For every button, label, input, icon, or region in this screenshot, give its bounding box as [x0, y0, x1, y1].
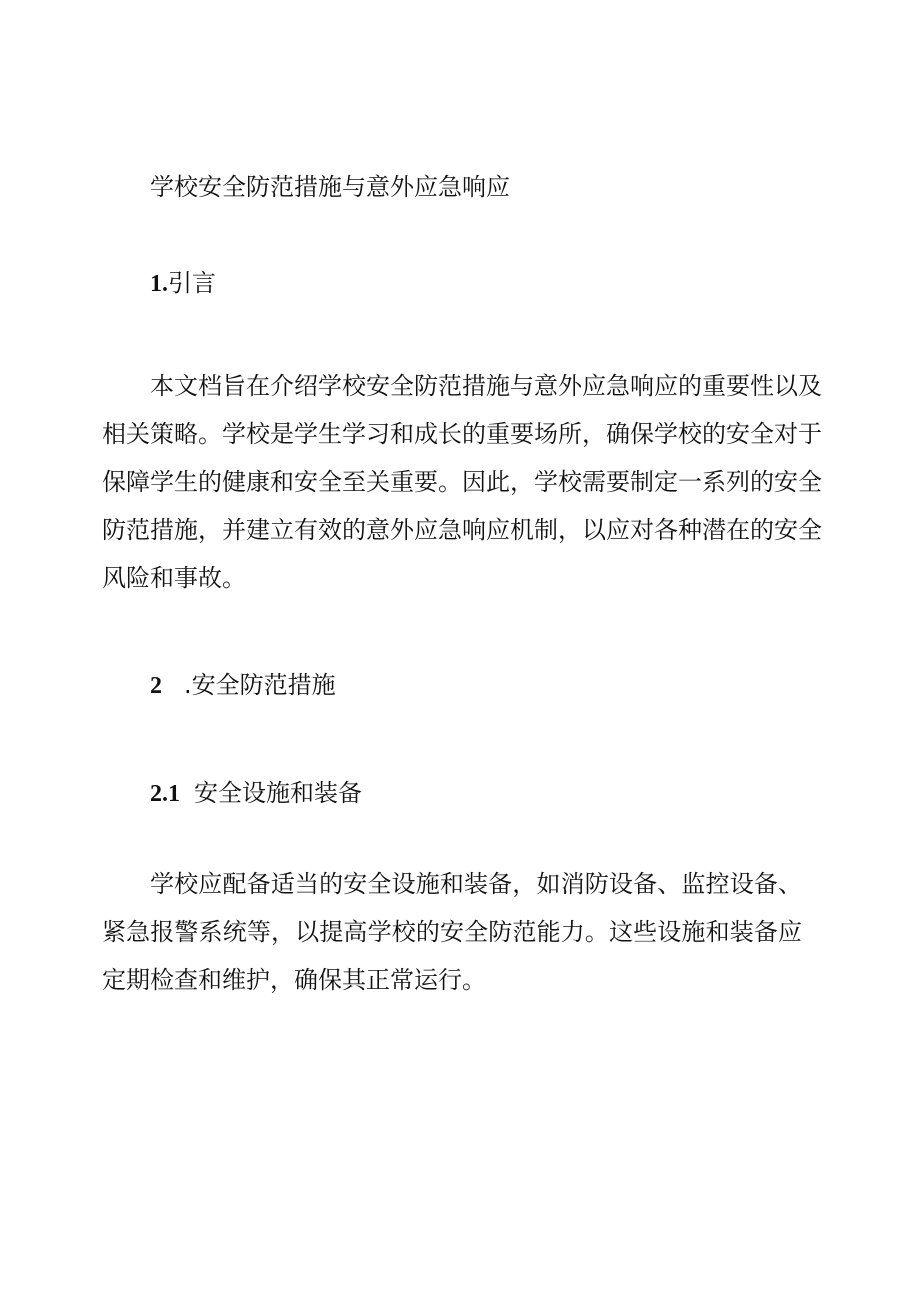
- subsection-heading-text: 安全设施和装备: [194, 779, 362, 807]
- section-heading-text: .安全防范措施: [184, 671, 336, 699]
- document-title: 学校安全防范措施与意外应急响应: [150, 173, 510, 201]
- subsection-heading-facilities: [150, 776, 362, 811]
- section-number: 1.: [150, 271, 168, 297]
- section-heading-introduction: [150, 266, 216, 301]
- section-heading-text: 引言: [168, 269, 216, 297]
- section-heading-safety-measures: [150, 668, 336, 703]
- introduction-paragraph: 本文档旨在介绍学校安全防范措施与意外应急响应的重要性以及相关策略。学校是学生学习和成长的重要场所，确保学校的安全对于保障学生的健康和安全至关重要。因此，学校需要制定一系列的安全防范措施，并建立有效的意外应急响应机制，以应对各种潜在的安全风险和事故。: [102, 372, 822, 592]
- subsection-number: 2.1: [150, 781, 180, 807]
- section-number: 2: [150, 673, 162, 699]
- facilities-paragraph: 学校应配备适当的安全设施和装备，如消防设备、监控设备、紧急报警系统等，以提高学校的安全防范能力。这些设施和装备应定期检查和维护，确保其正常运行。: [102, 870, 802, 994]
